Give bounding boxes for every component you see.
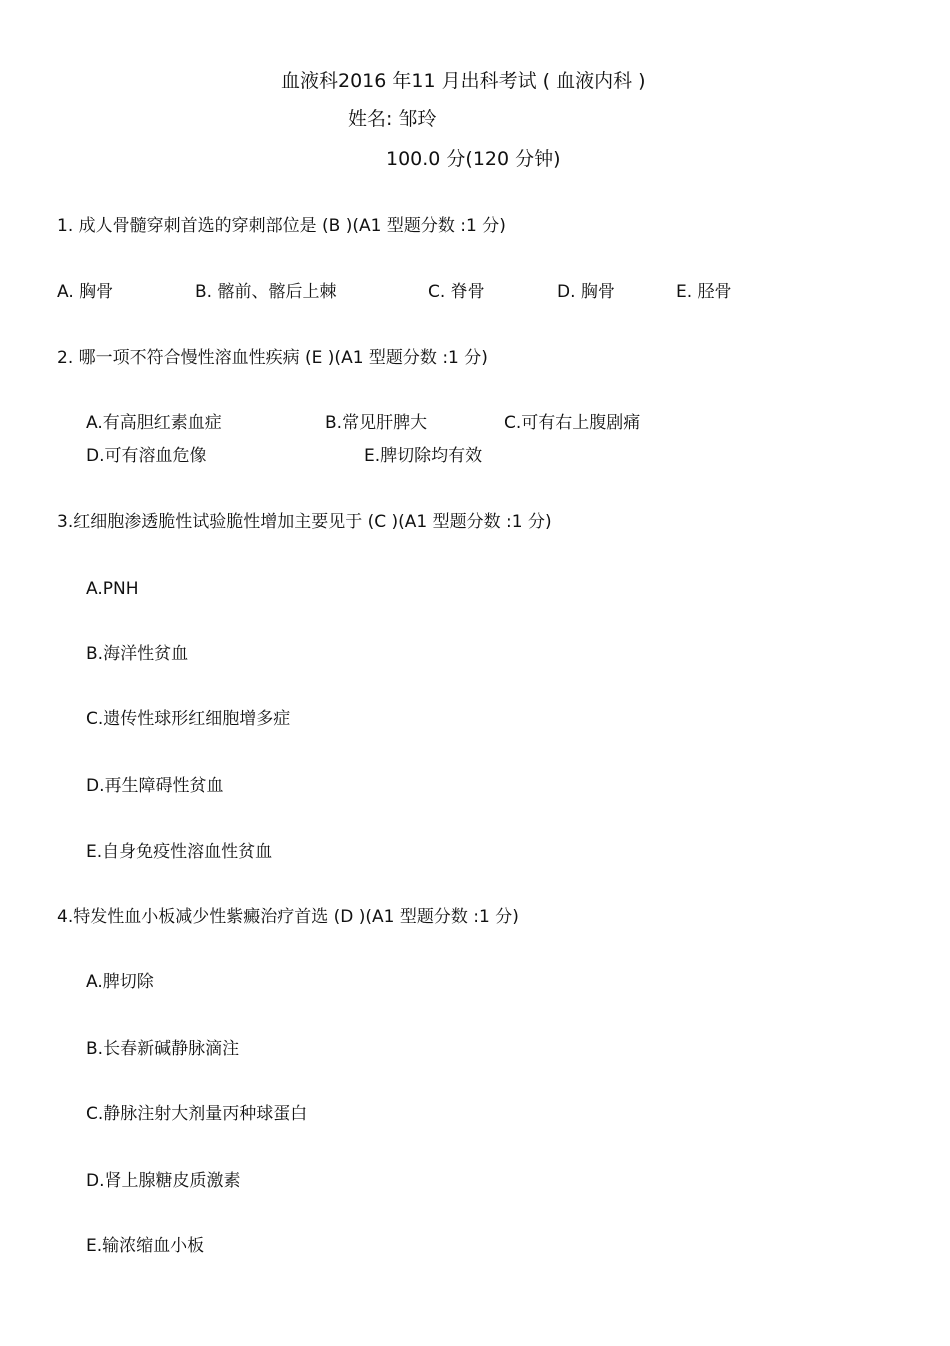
question-3-option-c: C.遗传性球形红细胞增多症 bbox=[86, 709, 291, 729]
question-1-option-c: C. 脊骨 bbox=[428, 282, 485, 302]
question-3-option-a: A.PNH bbox=[86, 579, 139, 599]
question-1-option-d: D. 胸骨 bbox=[557, 282, 615, 302]
question-3-option-e: E.自身免疫性溶血性贫血 bbox=[86, 842, 273, 862]
question-2-option-d: D.可有溶血危像 bbox=[86, 446, 207, 466]
question-1-option-b: B. 髂前、髂后上棘 bbox=[195, 282, 337, 302]
question-3-stem: 3.红细胞渗透脆性试验脆性增加主要见于 (C )(A1 型题分数 :1 分) bbox=[57, 512, 552, 532]
score-duration: 100.0 分(120 分钟) bbox=[386, 148, 561, 170]
question-2-option-c: C.可有右上腹剧痛 bbox=[504, 413, 641, 433]
question-4-option-a: A.脾切除 bbox=[86, 972, 154, 992]
question-4-option-d: D.肾上腺糖皮质激素 bbox=[86, 1171, 241, 1191]
question-4-option-b: B.长春新碱静脉滴注 bbox=[86, 1039, 240, 1059]
question-2-stem: 2. 哪一项不符合慢性溶血性疾病 (E )(A1 型题分数 :1 分) bbox=[57, 348, 488, 368]
question-4-option-e: E.输浓缩血小板 bbox=[86, 1236, 205, 1256]
question-2-option-b: B.常见肝脾大 bbox=[325, 413, 428, 433]
question-1-option-a: A. 胸骨 bbox=[57, 282, 114, 302]
question-2-option-a: A.有高胆红素血症 bbox=[86, 413, 222, 433]
student-name: 姓名: 邹玲 bbox=[348, 108, 437, 130]
exam-title: 血液科2016 年11 月出科考试 ( 血液内科 ) bbox=[281, 70, 646, 92]
question-1-stem: 1. 成人骨髓穿刺首选的穿刺部位是 (B )(A1 型题分数 :1 分) bbox=[57, 216, 506, 236]
question-4-stem: 4.特发性血小板减少性紫癜治疗首选 (D )(A1 型题分数 :1 分) bbox=[57, 907, 519, 927]
question-3-option-b: B.海洋性贫血 bbox=[86, 644, 189, 664]
question-2-option-e: E.脾切除均有效 bbox=[364, 446, 483, 466]
question-4-option-c: C.静脉注射大剂量丙种球蛋白 bbox=[86, 1104, 308, 1124]
question-3-option-d: D.再生障碍性贫血 bbox=[86, 776, 224, 796]
question-1-option-e: E. 胫骨 bbox=[676, 282, 732, 302]
